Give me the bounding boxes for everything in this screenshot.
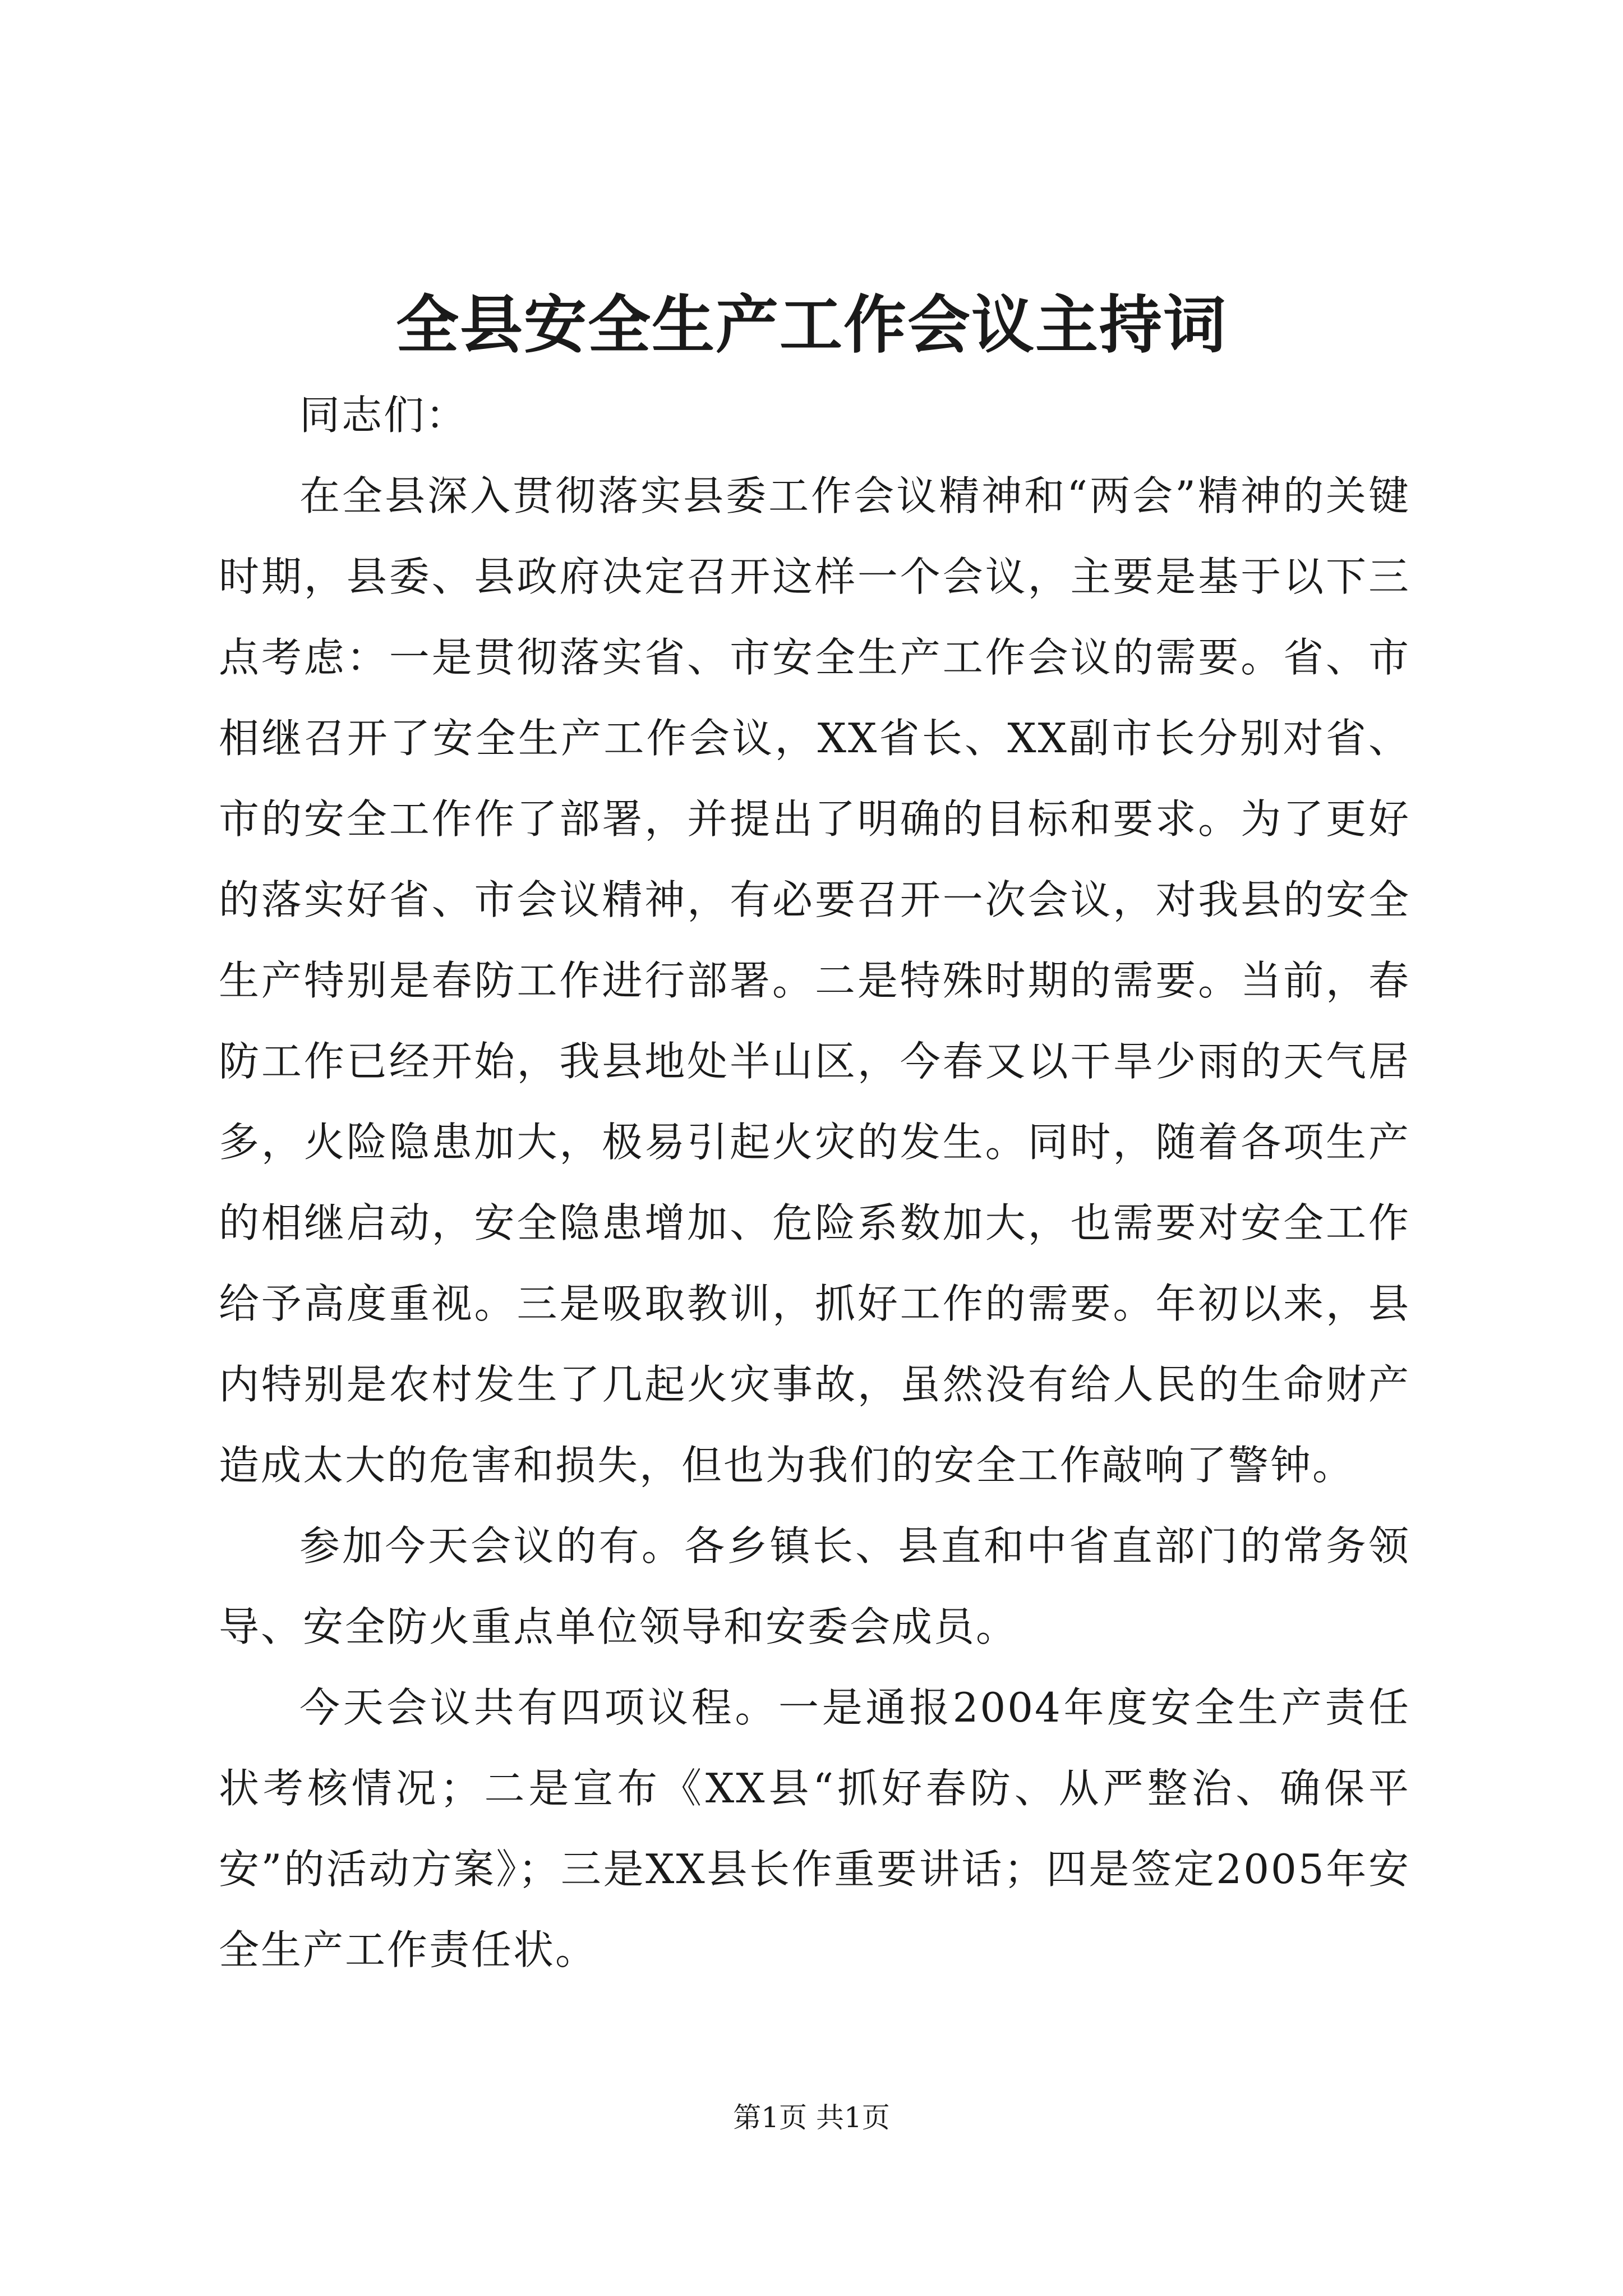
salutation: 同志们：: [299, 392, 468, 439]
paragraph-1: 在全县深入贯彻落实县委工作会议精神和“两会”精神的关键时期，县委、县政府决定召开这样一个会议，主要是基于以下三点考虑：一是贯彻落实省、市安全生产工作会议的需要。省、市相继召开了安全生产工作会议，XX省长、XX副市长分别对省、市的安全工作作了部署，并提出了明确的目标和要求。为了更好的落实好省、市会议精神，有必要召开一次会议，对我县的安全生产特别是春防工作进行部署。二是特殊时期的需要。当前，春防工作已经开始，我县地处半山区，今春又以干旱少雨的天气居多，火险隐患加大，极易引起火灾的发生。同时，随着各项生产的相继启动，安全隐患增加、危险系数加大，也需要对安全工作给予高度重视。三是吸取教训，抓好工作的需要。年初以来，县内特别是农村发生了几起火灾事故，虽然没有给人民的生命财产造成太大的危害和损失，但也为我们的安全工作敲响了警钟。: [219, 472, 1410, 1489]
paragraph-3: 今天会议共有四项议程。一是通报2004年度安全生产责任状考核情况；二是宣布《XX县“抓好春防、从严整治、确保平安”的活动方案》；三是XX县长作重要讲话；四是签定2005年安全生产工作责任状。: [219, 1684, 1410, 1973]
paragraph-2: 参加今天会议的有。各乡镇长、县直和中省直部门的常务领导、安全防火重点单位领导和安委会成员。: [219, 1522, 1410, 1650]
document-title: 全县安全生产工作会议主持词: [396, 288, 1227, 362]
document-body: [219, 375, 1410, 1990]
page-footer: 第1页 共1页: [733, 2101, 890, 2134]
